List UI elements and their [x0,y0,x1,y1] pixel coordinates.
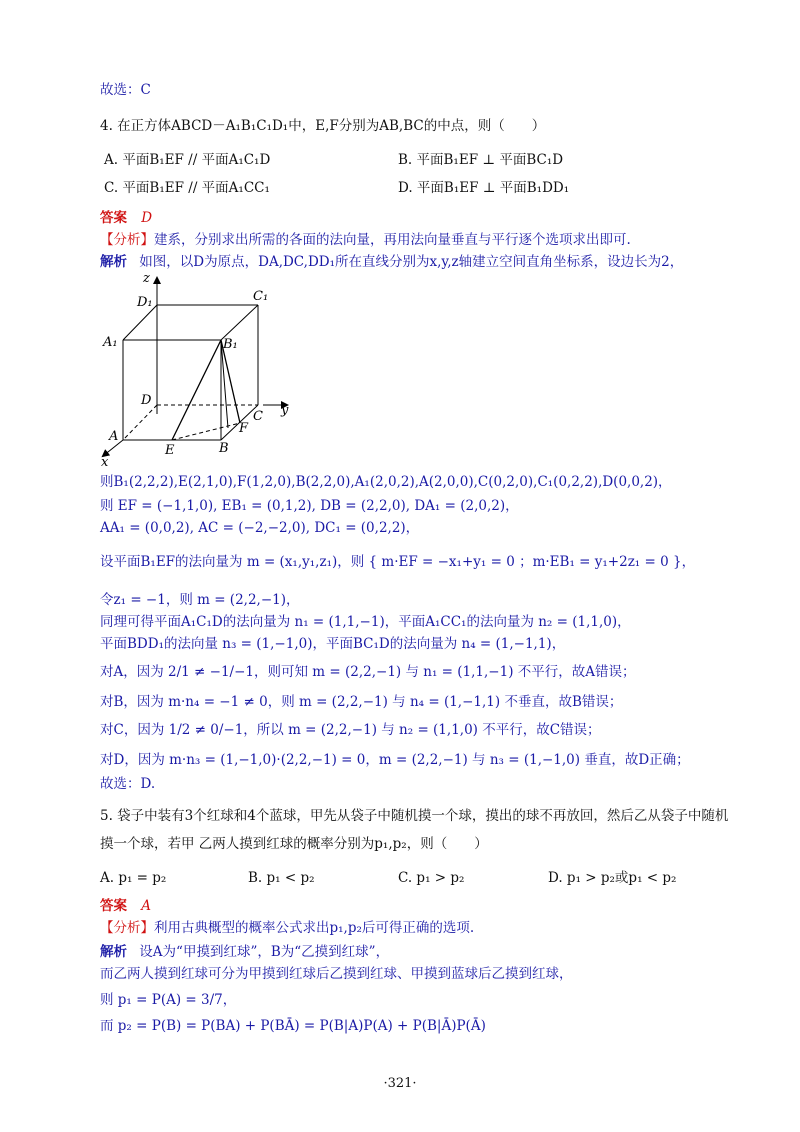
q4-option-b: B. 平面B₁EF ⊥ 平面BC₁D [398,152,564,168]
label-e: E [165,443,175,458]
analysis-label: 【分析】 [100,232,154,248]
answer-label: 答案 [100,898,127,914]
solution-line: 设A为“甲摸到红球”，B为“乙摸到红球”， [139,944,390,960]
q4-option-a: A. 平面B₁EF // 平面A₁C₁D [104,152,271,168]
label-d: D [141,393,152,408]
solution-line: 对C，因为 1/2 ≠ 0/−1，所以 m = (2,2,−1) 与 n₂ = (1,1,0) 不平行，故C错误； [100,722,601,738]
page-number: ·321· [383,1076,417,1091]
q5-stem-line2: 摸一个球，若甲 乙两人摸到红球的概率分别为p₁,p₂，则（ ） [100,836,488,852]
q5-option-c: C. p₁ > p₂ [398,870,465,886]
solution-line: 如图，以D为原点，DA,DC,DD₁所在直线分别为x,y,z轴建立空间直角坐标系，设边长为2， [139,254,684,270]
q5-analysis [100,918,474,938]
solution-line: 平面BDD₁的法向量 n₃ = (1,−1,0)，平面BC₁D的法向量为 n₄ = (1,−1,1)， [100,636,566,652]
q5-option-b: B. p₁ < p₂ [248,870,315,886]
label-b1: B₁ [223,337,238,352]
solution-line: 则 p₁ = P(A) = 3/7， [100,992,237,1008]
q5-solution-intro [100,942,389,962]
solution-line: 而 p₂ = P(B) = P(BA) + P(BĀ) = P(B|A)P(A) + P(B|Ā)P(Ā) [100,1018,486,1034]
label-x: x [101,455,109,470]
label-c1: C₁ [253,289,269,304]
q4-stem: 4. 在正方体ABCD－A₁B₁C₁D₁中，E,F分别为AB,BC的中点，则（ ） [100,118,546,134]
analysis-text: 利用古典概型的概率公式求出p₁,p₂后可得正确的选项. [154,920,475,936]
label-d1: D₁ [137,295,153,310]
previous-conclusion: 故选：C [100,82,151,98]
solution-line: 对D，因为 m·n₃ = (1,−1,0)·(2,2,−1) = 0，m = (2,2,−1) 与 n₃ = (1,−1,0) 垂直，故D正确； [100,752,690,768]
cube-figure [95,268,305,473]
label-c: C [253,409,263,424]
solution-line: 同理可得平面A₁C₁D的法向量为 n₁ = (1,1,−1)，平面A₁CC₁的法向量为 n₂ = (1,1,0)， [100,614,631,630]
q4-analysis [100,230,631,250]
analysis-text: 建系，分别求出所需的各面的法向量，再用法向量垂直与平行逐个选项求出即可. [154,232,631,248]
q5-option-a: A. p₁ = p₂ [100,870,167,886]
answer-value: A [141,898,152,914]
label-z: z [143,271,150,286]
q4-answer [100,208,152,228]
solution-line: 故选：D. [100,776,156,792]
q4-option-d: D. 平面B₁EF ⊥ 平面B₁DD₁ [398,180,570,196]
solution-line: 则B₁(2,2,2),E(2,1,0),F(1,2,0),B(2,2,0),A₁(2,0,2),A(2,0,0),C(0,2,0),C₁(0,2,2),D(0,0,2)， [100,474,672,490]
analysis-label: 【分析】 [100,920,154,936]
solution-line: 则 EF = (−1,1,0), EB₁ = (0,1,2), DB = (2,2,0), DA₁ = (2,0,2)， [100,498,519,514]
solution-line: 设平面B₁EF的法向量为 m = (x₁,y₁,z₁)，则 { m·EF = −x₁+y₁ = 0 ；m·EB₁ = y₁+2z₁ = 0 }， [100,554,696,570]
answer-label: 答案 [100,210,127,226]
solution-line: 对B，因为 m·n₄ = −1 ≠ 0，则 m = (2,2,−1) 与 n₄ = (1,−1,1) 不垂直，故B错误； [100,694,623,710]
q5-option-d: D. p₁ > p₂或p₁ < p₂ [548,870,677,886]
q5-stem-line1: 5. 袋子中装有3个红球和4个蓝球，甲先从袋子中随机摸一个球，摸出的球不再放回，然后乙从袋子中随机 [100,808,729,824]
label-f: F [239,421,249,436]
label-y: y [281,403,289,418]
solution-line: AA₁ = (0,0,2), AC = (−2,−2,0), DC₁ = (0,2,2)， [100,520,420,536]
label-a: A [109,429,119,444]
label-a1: A₁ [103,335,118,350]
solution-label: 解析 [100,944,127,960]
solution-line: 令z₁ = −1，则 m = (2,2,−1)， [100,592,300,608]
solution-line: 而乙两人摸到红球可分为甲摸到红球后乙摸到红球、甲摸到蓝球后乙摸到红球， [100,966,573,982]
label-b: B [219,441,229,456]
solution-label: 解析 [100,254,127,270]
answer-value: D [141,210,153,226]
q5-answer [100,896,151,916]
solution-line: 对A，因为 2/1 ≠ −1/−1，则可知 m = (2,2,−1) 与 n₁ = (1,1,−1) 不平行，故A错误； [100,664,636,680]
q4-option-c: C. 平面B₁EF // 平面A₁CC₁ [104,180,270,196]
